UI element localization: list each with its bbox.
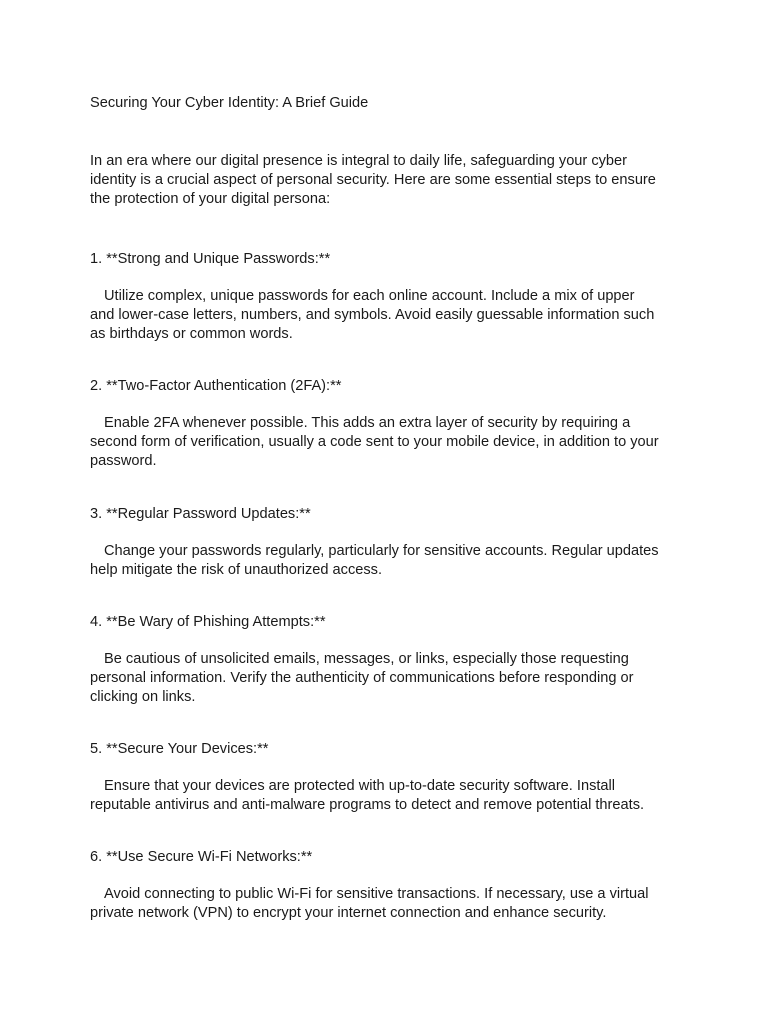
section-5	[90, 740, 690, 815]
section-heading: 4. **Be Wary of Phishing Attempts:**	[90, 614, 326, 630]
body-line: Be cautious of unsolicited emails, messages, or links, especially those requesting	[104, 651, 629, 667]
section-1	[90, 250, 690, 344]
body-line: Avoid connecting to public Wi-Fi for sensitive transactions. If necessary, use a virtual	[104, 886, 649, 902]
body-line: personal information. Verify the authenticity of communications before responding or	[90, 670, 634, 686]
section-2	[90, 377, 690, 471]
body-line: reputable antivirus and anti-malware programs to detect and remove potential threats.	[90, 797, 645, 813]
body-line: as birthdays or common words.	[90, 326, 293, 342]
body-line: Enable 2FA whenever possible. This adds an extra layer of security by requiring a	[104, 415, 631, 431]
section-body	[90, 777, 690, 815]
section-4	[90, 613, 690, 707]
section-body	[90, 287, 690, 344]
section-heading: 1. **Strong and Unique Passwords:**	[90, 251, 331, 267]
body-line: Ensure that your devices are protected with up-to-date security software. Install	[104, 778, 616, 794]
section-heading: 2. **Two-Factor Authentication (2FA):**	[90, 378, 342, 394]
body-line: clicking on links.	[90, 689, 196, 705]
section-6	[90, 848, 690, 923]
body-line: and lower-case letters, numbers, and symbols. Avoid easily guessable information such	[90, 307, 655, 323]
section-body	[90, 650, 690, 707]
section-3	[90, 505, 690, 580]
section-body	[90, 885, 690, 923]
body-line: help mitigate the risk of unauthorized access.	[90, 562, 383, 578]
section-heading: 6. **Use Secure Wi-Fi Networks:**	[90, 849, 313, 865]
body-line: private network (VPN) to encrypt your internet connection and enhance security.	[90, 905, 607, 921]
body-line: Change your passwords regularly, particularly for sensitive accounts. Regular updates	[104, 543, 659, 559]
section-body	[90, 414, 690, 471]
intro-paragraph: In an era where our digital presence is integral to daily life, safeguarding your cyber identity is a crucial aspect of personal security. Here are some essential steps to ensure the protection of your digital persona:	[90, 153, 656, 207]
body-line: password.	[90, 453, 157, 469]
section-heading: 3. **Regular Password Updates:**	[90, 506, 311, 522]
body-line: Utilize complex, unique passwords for each online account. Include a mix of upper	[104, 288, 635, 304]
body-line: second form of verification, usually a code sent to your mobile device, in addition to your	[90, 434, 659, 450]
document-title: Securing Your Cyber Identity: A Brief Guide	[90, 95, 369, 111]
section-body	[90, 542, 690, 580]
section-heading: 5. **Secure Your Devices:**	[90, 741, 269, 757]
